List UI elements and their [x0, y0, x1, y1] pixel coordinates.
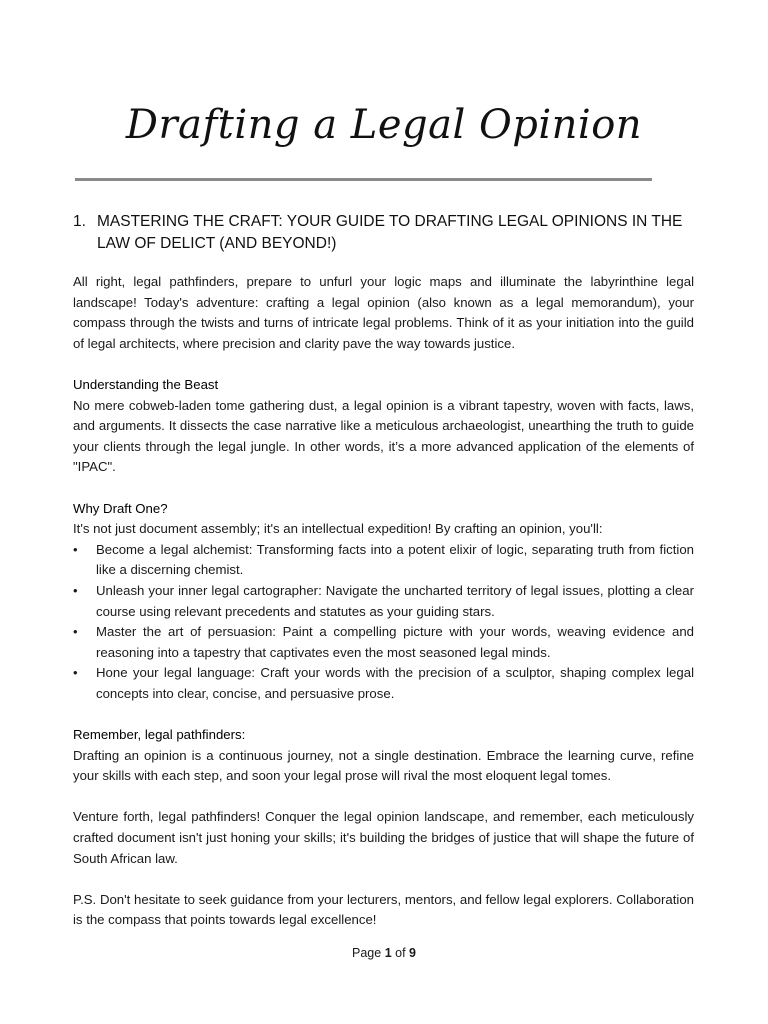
spacer: [73, 787, 694, 808]
spacer: [73, 354, 694, 375]
list-item: [73, 663, 694, 704]
bullet-icon: •: [73, 665, 78, 681]
bullet-icon: •: [73, 582, 78, 598]
spacer: [73, 704, 694, 725]
page-total: 9: [409, 946, 416, 960]
page-current: 1: [384, 946, 392, 960]
spacer: [73, 869, 694, 890]
why-lead: It's not just document assembly; it's an intellectual expedition! By crafting an opinion, you'll:: [73, 521, 603, 537]
page-footer: [0, 946, 768, 960]
remember-heading-colon: :: [241, 727, 246, 743]
ps-paragraph: P.S. Don't hesitate to seek guidance from your lecturers, mentors, and fellow legal explorers. Collaboration is the compass that points towards legal excellence!: [73, 891, 694, 928]
remember-heading-text: Remember, legal pathfinders: [73, 727, 242, 743]
list-item: [73, 581, 694, 622]
venture-paragraph: Venture forth, legal pathfinders! Conquer the legal opinion landscape, and remember, each meticulously crafted document isn't just honing your skills; it's building the bridges of justice that will shape the future of South African law.: [73, 809, 694, 866]
section-title: MASTERING THE CRAFT: YOUR GUIDE TO DRAFTING LEGAL OPINIONS IN THE LAW OF DELICT (AND BEYOND!): [97, 213, 683, 252]
benefits-list: [73, 540, 694, 705]
page-label: Page: [352, 946, 382, 960]
title-divider: [75, 178, 652, 181]
list-item-text: Unleash your inner legal cartographer: Navigate the uncharted territory of legal issues, plotting a clear course using relevant precedents and statutes as your guiding stars.: [96, 582, 694, 619]
understanding-paragraph: No mere cobweb-laden tome gathering dust, a legal opinion is a vibrant tapestry, woven with facts, laws, and arguments. It dissects the case narrative like a meticulous archaeologist, unearthing the truth to guide your clients through the legal jungle. In other words, it’s a more advanced application of the elements of "IPAC".: [73, 397, 694, 475]
intro-paragraph: All right, legal pathfinders, prepare to unfurl your logic maps and illuminate the labyrinthine legal landscape! Today's adventure: crafting a legal opinion (also known as a legal memorandum), your compass through the twists and turns of intricate legal problems. Think of it as your initiation into the guild of legal architects, where precision and clarity pave the way towards justice.: [73, 274, 694, 351]
list-item: [73, 540, 694, 581]
understanding-heading: Understanding the Beast: [73, 376, 219, 392]
page-of-label: of: [395, 946, 406, 960]
list-item-text: Become a legal alchemist: Transforming facts into a potent elixir of logic, separating truth from fiction like a discerning chemist.: [96, 541, 694, 578]
list-item-text: Hone your legal language: Craft your words with the precision of a sculptor, shaping complex legal concepts into clear, concise, and persuasive prose.: [96, 665, 694, 701]
section-number: 1.: [73, 213, 86, 230]
remember-heading: [73, 725, 694, 746]
list-item-text: Master the art of persuasion: Paint a compelling picture with your words, weaving evidence and reasoning into a tapestry that captivates even the most seasoned legal minds.: [96, 624, 694, 660]
document-body: [73, 211, 694, 931]
document-title: Drafting a Legal Opinion: [125, 102, 643, 148]
bullet-icon: •: [73, 541, 78, 557]
why-heading: Why Draft One?: [73, 500, 168, 516]
spacer: [73, 478, 694, 499]
bullet-icon: •: [73, 624, 78, 640]
list-item: [73, 622, 694, 663]
remember-paragraph: Drafting an opinion is a continuous journey, not a single destination. Embrace the learning curve, refine your skills with each step, and soon your legal prose will rival the most eloquent legal tomes.: [73, 747, 694, 784]
section-heading: [73, 211, 694, 255]
